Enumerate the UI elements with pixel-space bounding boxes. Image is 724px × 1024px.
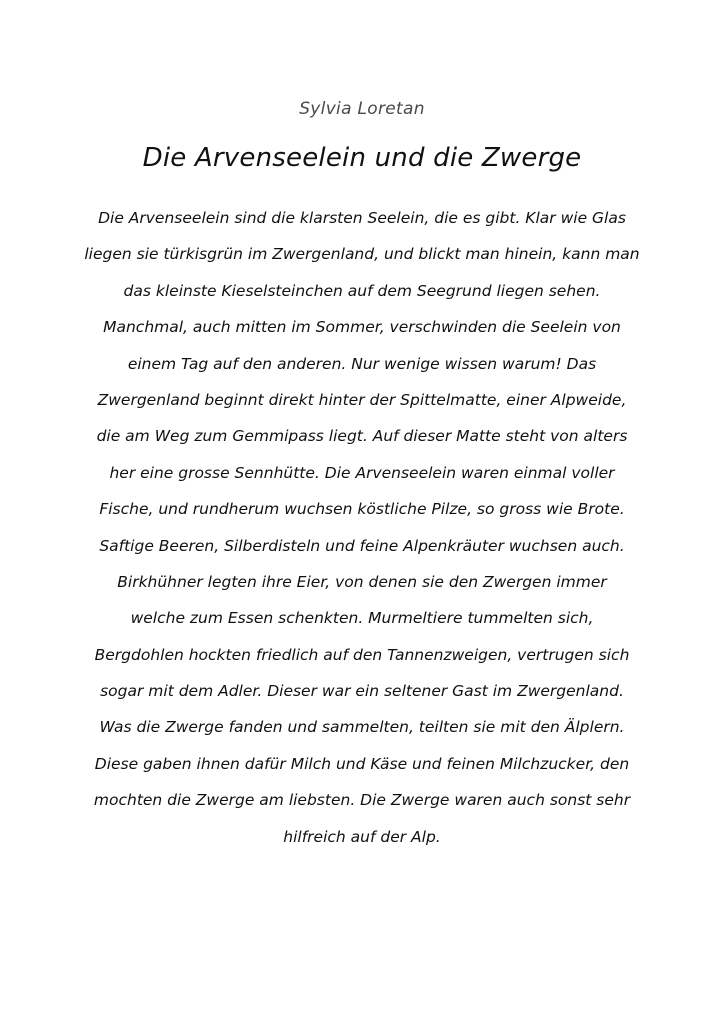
- body-line: Birkhühner legten ihre Eier, von denen sie den Zwergen immer: [117, 572, 607, 591]
- body-line: Die Arvenseelein sind die klarsten Seelein, die es gibt. Klar wie Glas: [98, 209, 626, 227]
- body-line: her eine grosse Sennhütte. Die Arvenseelein waren einmal voller: [109, 463, 615, 482]
- body-line: Fische, und rundherum wuchsen köstliche Pilze, so gross wie Brote.: [99, 500, 625, 519]
- body-line: Manchmal, auch mitten im Sommer, verschwinden die Seelein von: [103, 318, 621, 337]
- story-body: [50, 200, 674, 855]
- body-line: Diese gaben ihnen dafür Milch und Käse und feinen Milchzucker, den: [94, 754, 630, 773]
- body-line: liegen sie türkisgrün im Zwergenland, und blickt man hinein, kann man: [84, 245, 640, 264]
- body-line: die am Weg zum Gemmipass liegt. Auf dieser Matte steht von alters: [96, 427, 628, 446]
- story-title: Die Arvenseelein und die Zwerge: [142, 143, 582, 173]
- body-line: hilfreich auf der Alp.: [283, 827, 441, 846]
- body-line: Saftige Beeren, Silberdisteln und feine Alpenkräuter wuchsen auch.: [99, 536, 625, 555]
- body-line: das kleinste Kieselsteinchen auf dem Seegrund liegen sehen.: [123, 281, 601, 300]
- body-line: mochten die Zwerge am liebsten. Die Zwerge waren auch sonst sehr: [93, 791, 631, 810]
- body-line: einem Tag auf den anderen. Nur wenige wissen warum! Das: [127, 354, 597, 373]
- body-line: welche zum Essen schenkten. Murmeltiere tummelten sich,: [130, 609, 594, 628]
- author-name: Sylvia Loretan: [299, 99, 425, 119]
- body-line: Was die Zwerge fanden und sammelten, teilten sie mit den Älplern.: [99, 718, 625, 737]
- body-line: sogar mit dem Adler. Dieser war ein seltener Gast im Zwergenland.: [100, 682, 624, 701]
- body-line: Zwergenland beginnt direkt hinter der Spittelmatte, einer Alpweide,: [97, 390, 627, 409]
- body-line: Bergdohlen hockten friedlich auf den Tannenzweigen, vertrugen sich: [94, 645, 630, 664]
